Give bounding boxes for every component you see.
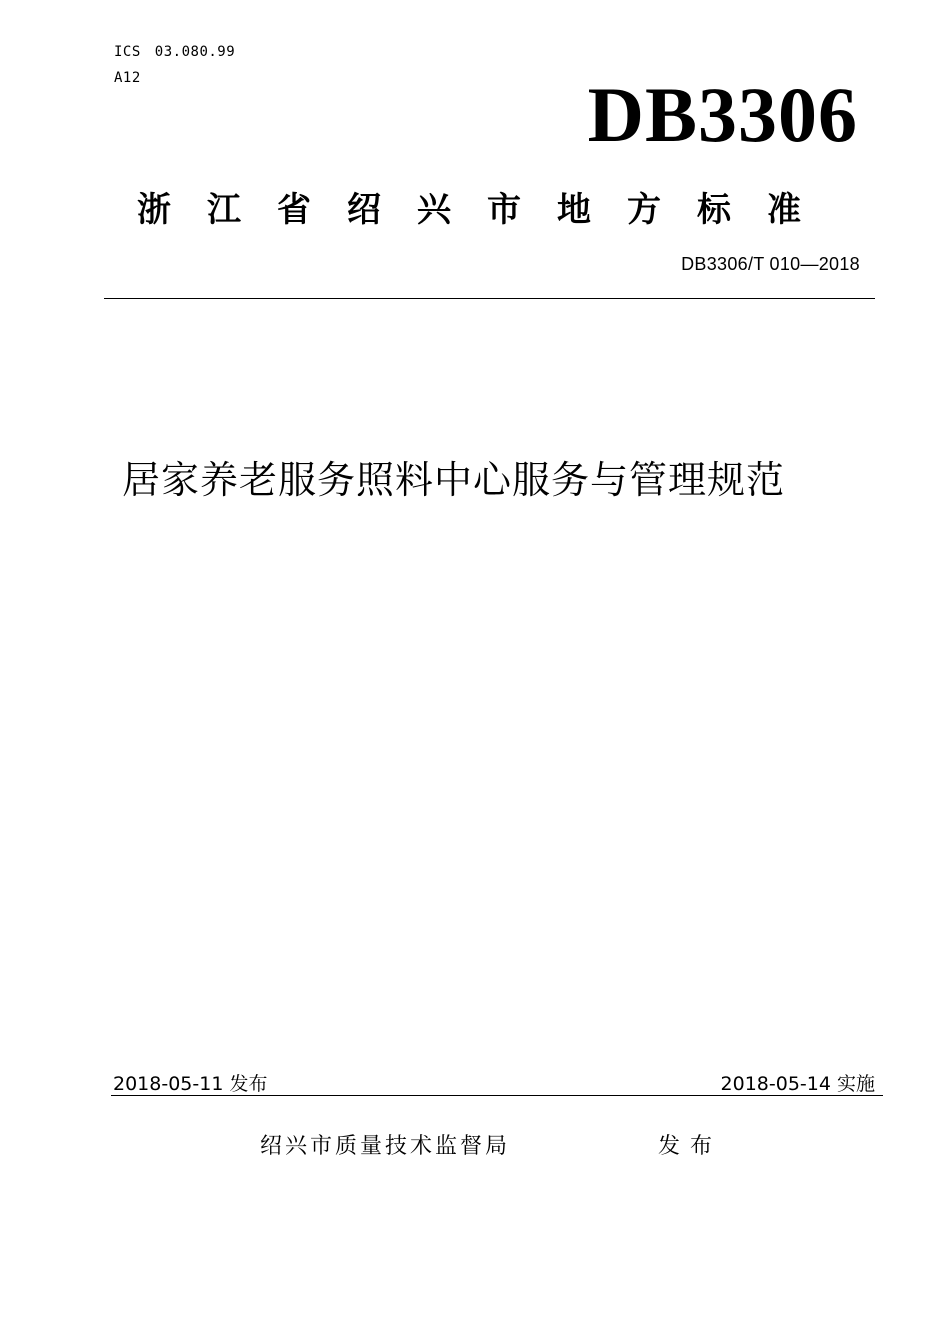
ics-label: ICS bbox=[114, 44, 141, 60]
issue-label: 发布 bbox=[658, 1134, 723, 1159]
bottom-divider bbox=[111, 1095, 883, 1096]
standard-number: DB3306/T 010—2018 bbox=[681, 254, 860, 274]
classification-code: A12 bbox=[114, 70, 141, 86]
db-code: DB3306 bbox=[587, 71, 858, 158]
top-divider bbox=[104, 298, 875, 299]
issue-date: 2018-05-11 发布 bbox=[113, 1073, 268, 1095]
ics-code: 03.080.99 bbox=[154, 44, 236, 60]
document-title: 居家养老服务照料中心服务与管理规范 bbox=[122, 458, 786, 502]
standard-title: 浙江省绍兴市地方标准 bbox=[137, 190, 837, 230]
issuing-authority: 绍兴市质量技术监督局 bbox=[260, 1134, 511, 1159]
ics-line bbox=[114, 44, 235, 60]
implementation-date: 2018-05-14 实施 bbox=[720, 1073, 875, 1095]
